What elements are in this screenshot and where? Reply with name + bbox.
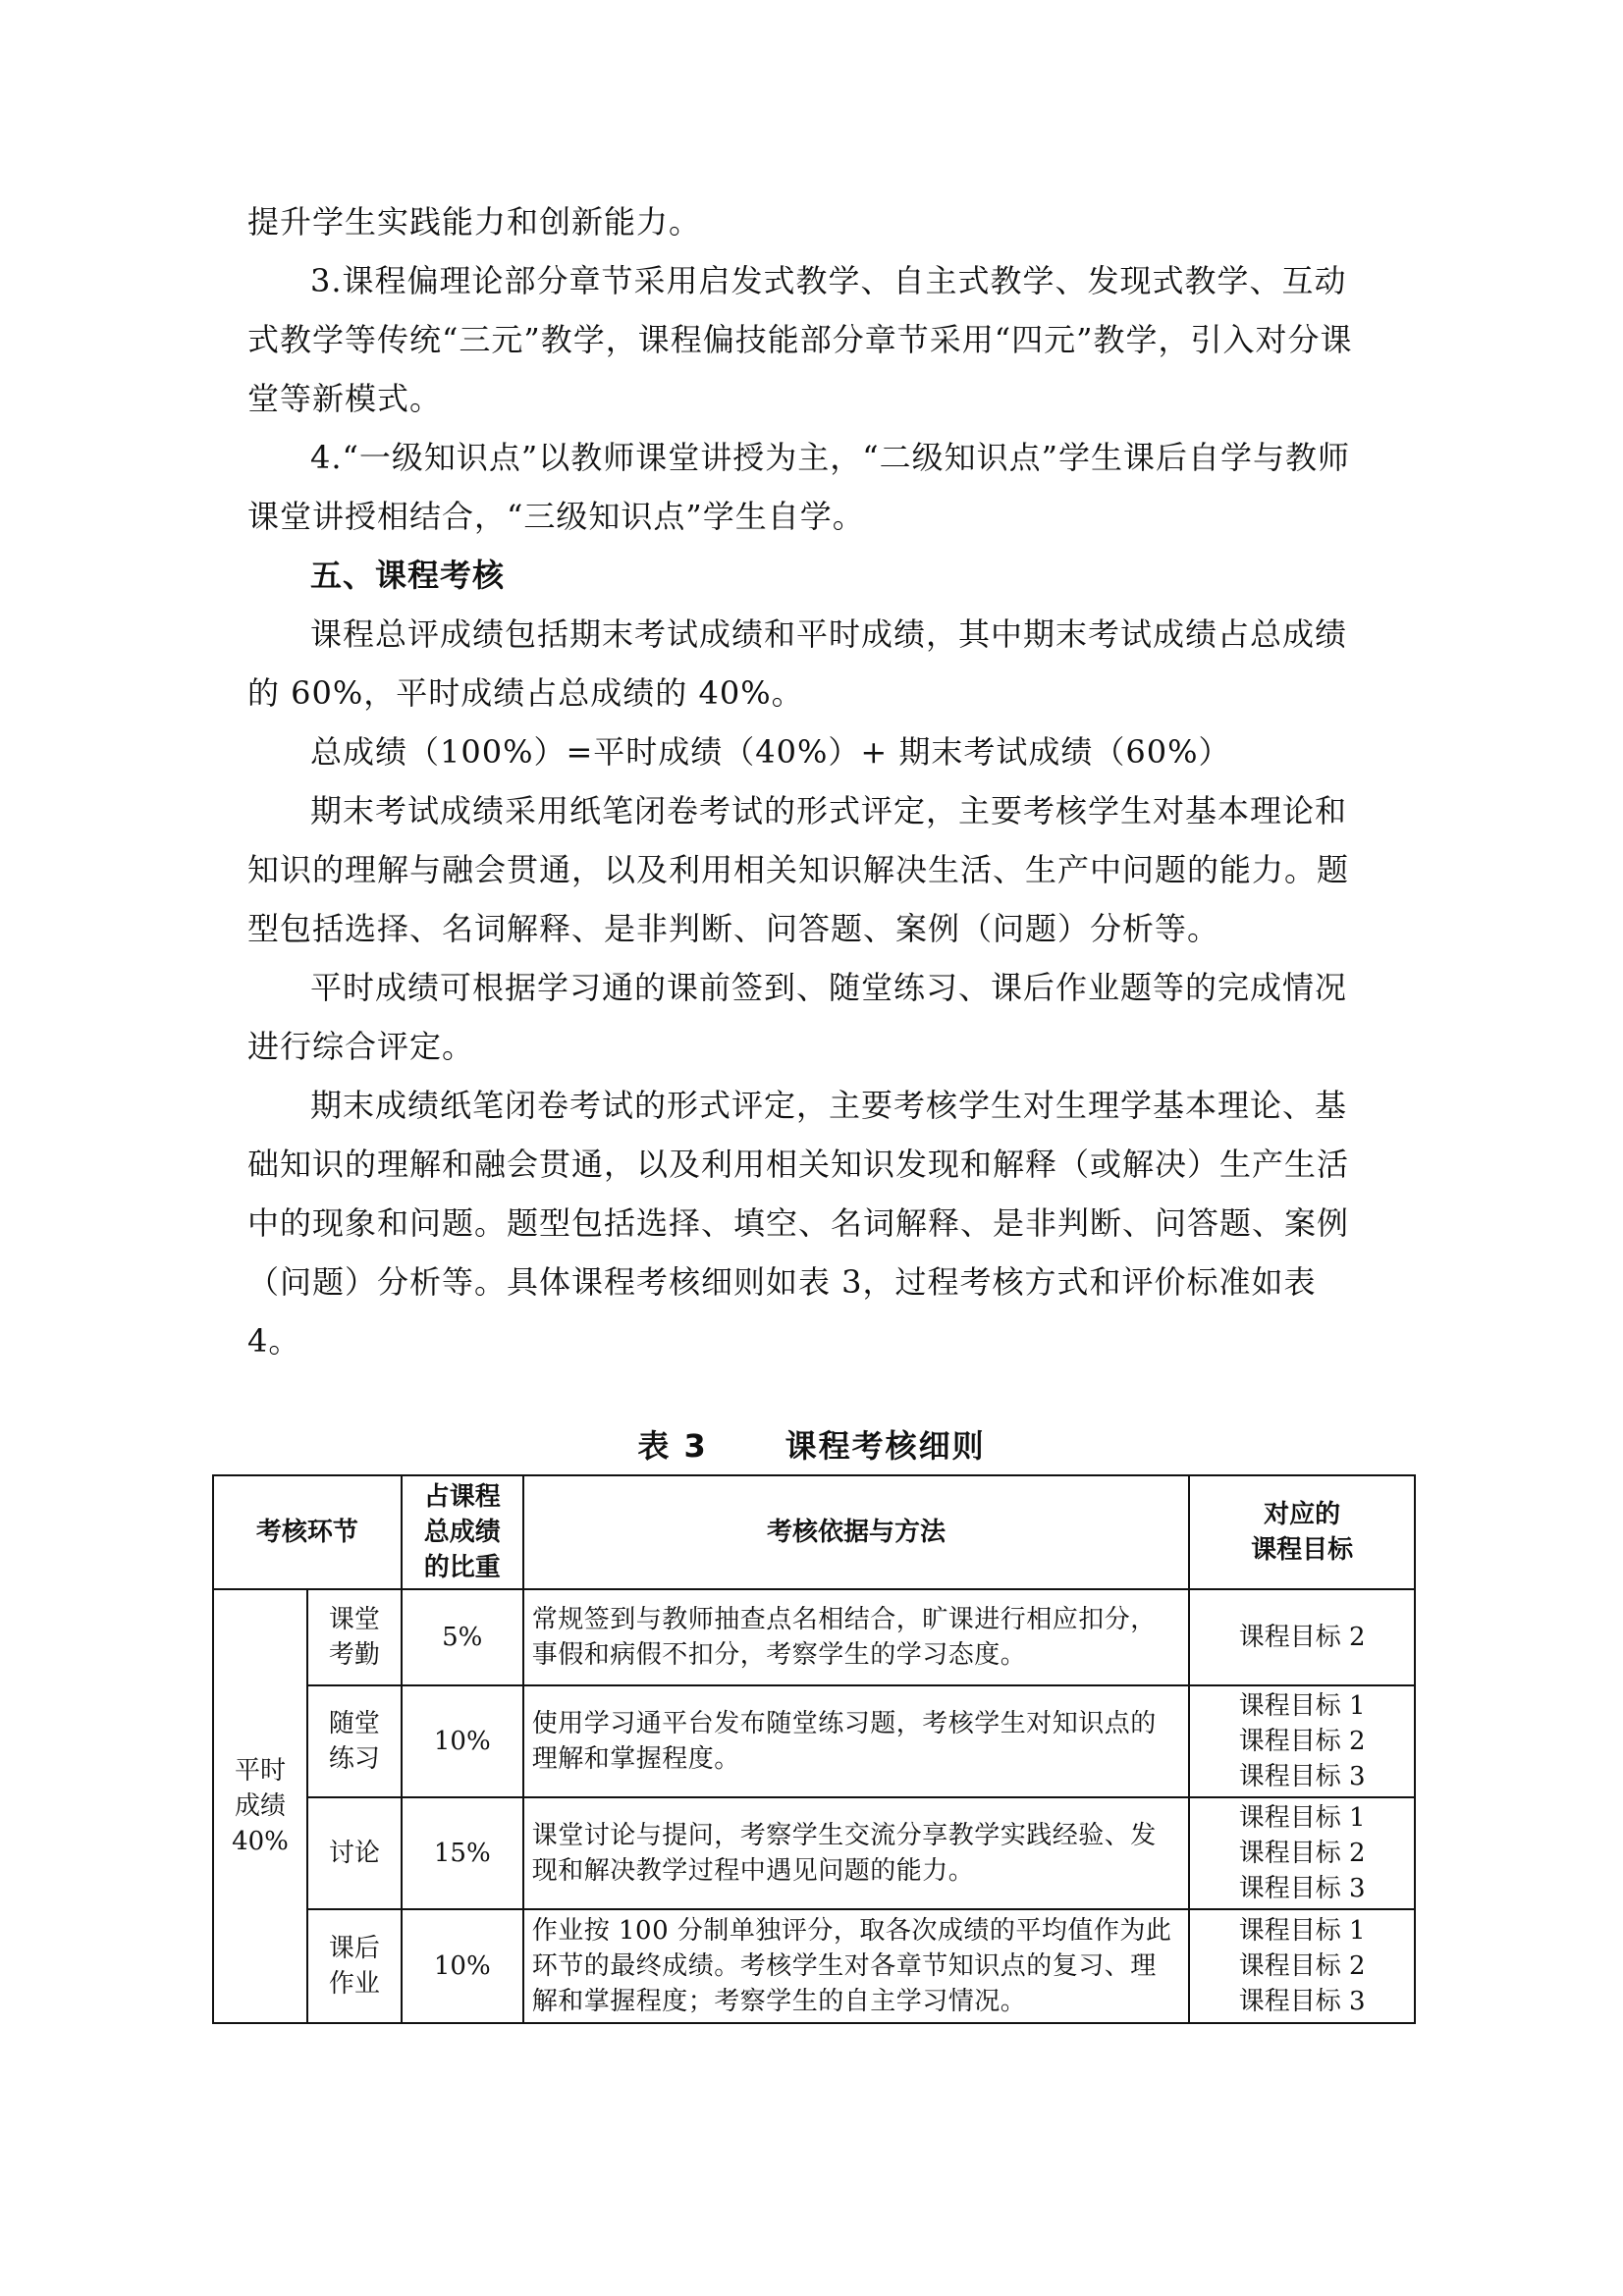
paragraph: 平时成绩可根据学习通的课前签到、随堂练习、课后作业题等的完成情况进行综合评定。 — [247, 969, 1348, 1065]
row-target-cell: 课程目标 1 课程目标 2 课程目标 3 — [1189, 1685, 1415, 1797]
assessment-table — [212, 1474, 1416, 2024]
header-weight: 占课程 总成绩 的比重 — [402, 1475, 523, 1589]
row-method-cell: 常规签到与教师抽查点名相结合，旷课进行相应扣分，事假和病假不扣分，考察学生的学习态度。 — [523, 1589, 1190, 1685]
table-row — [213, 1909, 1415, 2023]
row-method-cell: 课堂讨论与提问，考察学生交流分享教学实践经验、发现和解决教学过程中遇见问题的能力。 — [523, 1797, 1190, 1909]
row-weight-cell: 5% — [402, 1589, 523, 1685]
group-label-cell: 平时 成绩 40% — [213, 1589, 307, 2023]
paragraph: 4.“一级知识点”以教师课堂讲授为主，“二级知识点”学生课后自学与教师课堂讲授相结合，“三级知识点”学生自学。 — [247, 439, 1350, 535]
table-row — [213, 1797, 1415, 1909]
row-weight-cell: 10% — [402, 1685, 523, 1797]
header-method: 考核依据与方法 — [523, 1475, 1190, 1589]
row-target-cell: 课程目标 1 课程目标 2 课程目标 3 — [1189, 1909, 1415, 2023]
table-row — [213, 1685, 1415, 1797]
section-heading: 五、课程考核 — [310, 557, 506, 594]
paragraph: 3.课程偏理论部分章节采用启发式教学、自主式教学、发现式教学、互动式教学等传统“三元”教学，课程偏技能部分章节采用“四元”教学，引入对分课堂等新模式。 — [247, 262, 1353, 417]
row-name-cell: 课堂 考勤 — [307, 1589, 402, 1685]
row-target-cell: 课程目标 2 — [1189, 1589, 1415, 1685]
table-row — [213, 1589, 1415, 1685]
row-target-cell: 课程目标 1 课程目标 2 课程目标 3 — [1189, 1797, 1415, 1909]
row-name-cell: 随堂 练习 — [307, 1685, 402, 1797]
row-name-cell: 讨论 — [307, 1797, 402, 1909]
table-header-row — [213, 1475, 1415, 1589]
row-weight-cell: 15% — [402, 1797, 523, 1909]
paragraph: 期末成绩纸笔闭卷考试的形式评定，主要考核学生对生理学基本理论、基础知识的理解和融会贯通，以及利用相关知识发现和解释（或解决）生产生活中的现象和问题。题型包括选择、填空、名词解释、是非判断、问答题、案例（问题）分析等。具体课程考核细则如表 3，过程考核方式和评价标准如表 4。 — [247, 1087, 1350, 1360]
paragraph: 课程总评成绩包括期末考试成绩和平时成绩，其中期末考试成绩占总成绩的 60%，平时成绩占总成绩的 40%。 — [247, 615, 1348, 712]
row-method-cell: 作业按 100 分制单独评分，取各次成绩的平均值作为此环节的最终成绩。考核学生对各章节知识点的复习、理解和掌握程度；考察学生的自主学习情况。 — [523, 1909, 1190, 2023]
paragraph: 提升学生实践能力和创新能力。 — [247, 203, 702, 240]
row-method-cell: 使用学习通平台发布随堂练习题，考核学生对知识点的理解和掌握程度。 — [523, 1685, 1190, 1797]
row-name-cell: 课后 作业 — [307, 1909, 402, 2023]
table-title: 表 3 课程考核细则 — [637, 1427, 986, 1465]
intro-text-block — [247, 192, 1379, 1370]
formula-line: 总成绩（100%）=平时成绩（40%）+ 期末考试成绩（60%） — [310, 733, 1231, 771]
header-target: 对应的 课程目标 — [1189, 1475, 1415, 1589]
row-weight-cell: 10% — [402, 1909, 523, 2023]
paragraph: 期末考试成绩采用纸笔闭卷考试的形式评定，主要考核学生对基本理论和知识的理解与融会贯通，以及利用相关知识解决生活、生产中问题的能力。题型包括选择、名词解释、是非判断、问答题、案例（问题）分析等。 — [247, 792, 1350, 947]
header-link: 考核环节 — [213, 1475, 402, 1589]
